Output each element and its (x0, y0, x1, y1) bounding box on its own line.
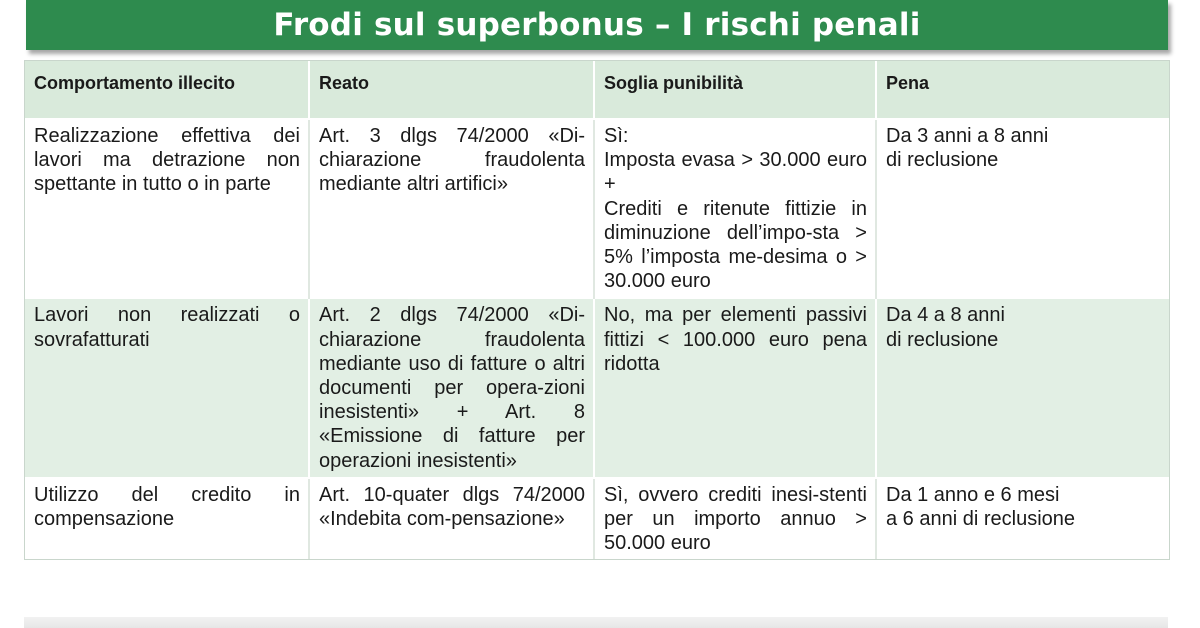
table-row (25, 478, 1169, 560)
header-comportamento: Comportamento illecito (25, 61, 309, 119)
cell-comportamento: Lavori non realizzati o sovrafatturati (25, 298, 309, 477)
cell-soglia: Sì: Imposta evasa > 30.000 euro + Crediti e ritenute fittizie in diminuzione dell’impo-sta > 5% l’imposta me-desima o > 30.000 euro (594, 119, 876, 298)
cell-reato: Art. 3 dlgs 74/2000 «Di-chiarazione fraudolenta mediante altri artifici» (309, 119, 594, 298)
cell-reato: Art. 10-quater dlgs 74/2000 «Indebita com-pensazione» (309, 478, 594, 560)
table-header-row (25, 61, 1169, 119)
cell-reato: Art. 2 dlgs 74/2000 «Di-chiarazione fraudolenta mediante uso di fatture o altri documenti per opera-zioni inesistenti» + Art. 8 «Emissione di fatture per operazioni inesistenti» (309, 298, 594, 477)
table-row (25, 119, 1169, 298)
header-pena: Pena (876, 61, 1169, 119)
header-reato: Reato (309, 61, 594, 119)
table-row (25, 298, 1169, 477)
cell-comportamento: Utilizzo del credito in compensazione (25, 478, 309, 560)
cell-pena: Da 1 anno e 6 mesi a 6 anni di reclusione (876, 478, 1169, 560)
cell-pena: Da 3 anni a 8 anni di reclusione (876, 119, 1169, 298)
page-title: Frodi sul superbonus – I rischi penali (273, 7, 921, 43)
cell-soglia: No, ma per elementi passivi fittizi < 100.000 euro pena ridotta (594, 298, 876, 477)
cell-pena: Da 4 a 8 anni di reclusione (876, 298, 1169, 477)
cell-comportamento: Realizzazione effettiva dei lavori ma detrazione non spettante in tutto o in parte (25, 119, 309, 298)
page-title-banner (26, 0, 1168, 50)
header-soglia: Soglia punibilità (594, 61, 876, 119)
bottom-edge (24, 617, 1168, 628)
penalties-table (24, 60, 1170, 560)
cell-soglia: Sì, ovvero crediti inesi-stenti per un importo annuo > 50.000 euro (594, 478, 876, 560)
